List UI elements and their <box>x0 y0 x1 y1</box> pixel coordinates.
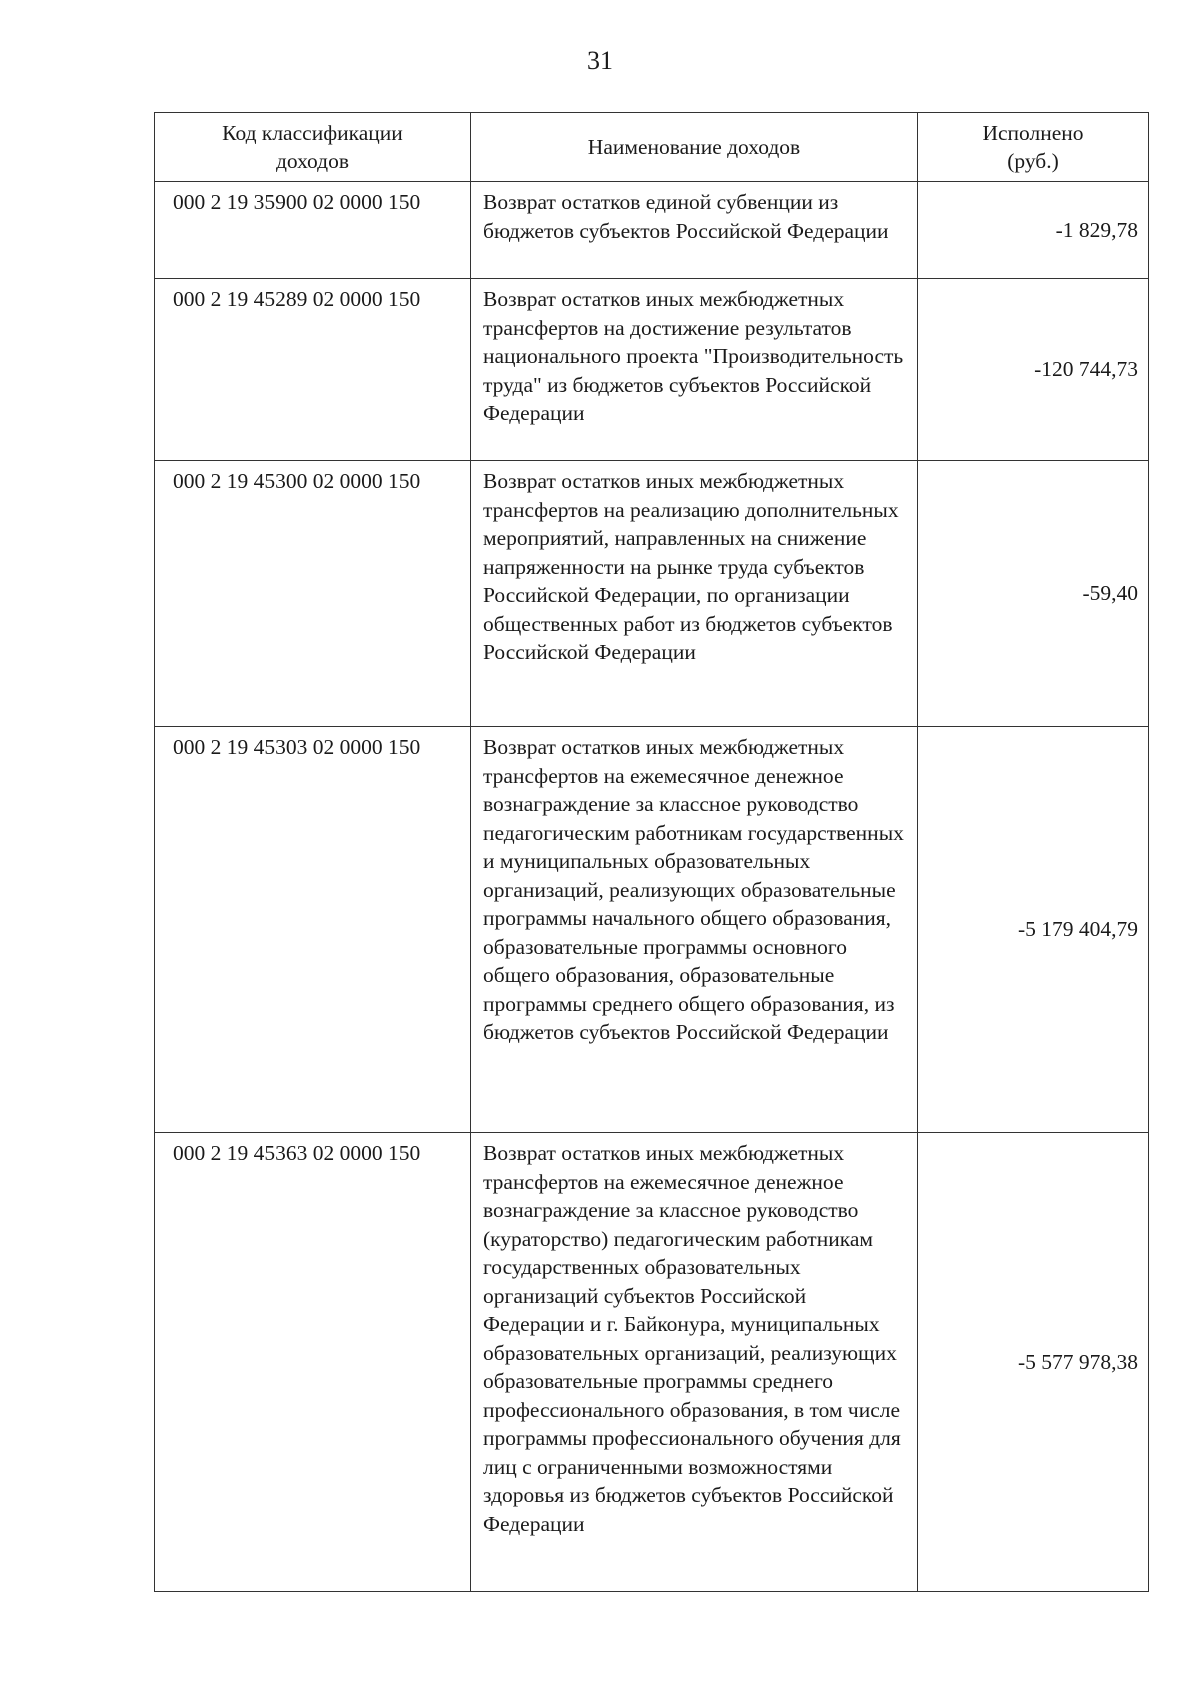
header-amount: Исполнено (руб.) <box>918 113 1149 182</box>
row-name: Возврат остатков иных межбюджетных трансфертов на реализацию дополнительных мероприятий, направленных на снижение напряженности на рынке труда субъектов Российской Федерации, по организации общественных работ из бюджетов субъектов Российской Федерации <box>471 461 918 727</box>
header-name: Наименование доходов <box>471 113 918 182</box>
row-code: 000 2 19 45303 02 0000 150 <box>155 727 471 1133</box>
row-amount: -1 829,78 <box>918 182 1149 279</box>
header-code: Код классификации доходов <box>155 113 471 182</box>
table-row <box>155 461 1149 727</box>
row-amount: -59,40 <box>918 461 1149 727</box>
table-header-row <box>155 113 1149 182</box>
income-table <box>154 112 1149 1592</box>
row-amount: -5 577 978,38 <box>918 1133 1149 1592</box>
row-code: 000 2 19 45363 02 0000 150 <box>155 1133 471 1592</box>
table-row <box>155 182 1149 279</box>
row-code: 000 2 19 35900 02 0000 150 <box>155 182 471 279</box>
row-amount: -120 744,73 <box>918 279 1149 461</box>
row-name: Возврат остатков единой субвенции из бюджетов субъектов Российской Федерации <box>471 182 918 279</box>
table-row <box>155 727 1149 1133</box>
row-name: Возврат остатков иных межбюджетных трансфертов на достижение результатов национального проекта "Производительность труда" из бюджетов субъектов Российской Федерации <box>471 279 918 461</box>
table-row <box>155 1133 1149 1592</box>
row-code: 000 2 19 45289 02 0000 150 <box>155 279 471 461</box>
table-row <box>155 279 1149 461</box>
page-number: 31 <box>587 46 613 75</box>
row-name: Возврат остатков иных межбюджетных трансфертов на ежемесячное денежное вознаграждение за классное руководство педагогическим работникам государственных и муниципальных образовательных организаций, реализующих образовательные программы начального общего образования, образовательные программы основного общего образования, образовательные программы среднего общего образования, из бюджетов субъектов Российской Федерации <box>471 727 918 1133</box>
row-name: Возврат остатков иных межбюджетных трансфертов на ежемесячное денежное вознаграждение за классное руководство (кураторство) педагогическим работникам государственных образовательных организаций субъектов Российской Федерации и г. Байконура, муниципальных образовательных организаций, реализующих образовательные программы среднего профессионального образования, в том числе программы профессионального обучения для лиц с ограниченными возможностями здоровья из бюджетов субъектов Российской Федерации <box>471 1133 918 1592</box>
row-code: 000 2 19 45300 02 0000 150 <box>155 461 471 727</box>
row-amount: -5 179 404,79 <box>918 727 1149 1133</box>
